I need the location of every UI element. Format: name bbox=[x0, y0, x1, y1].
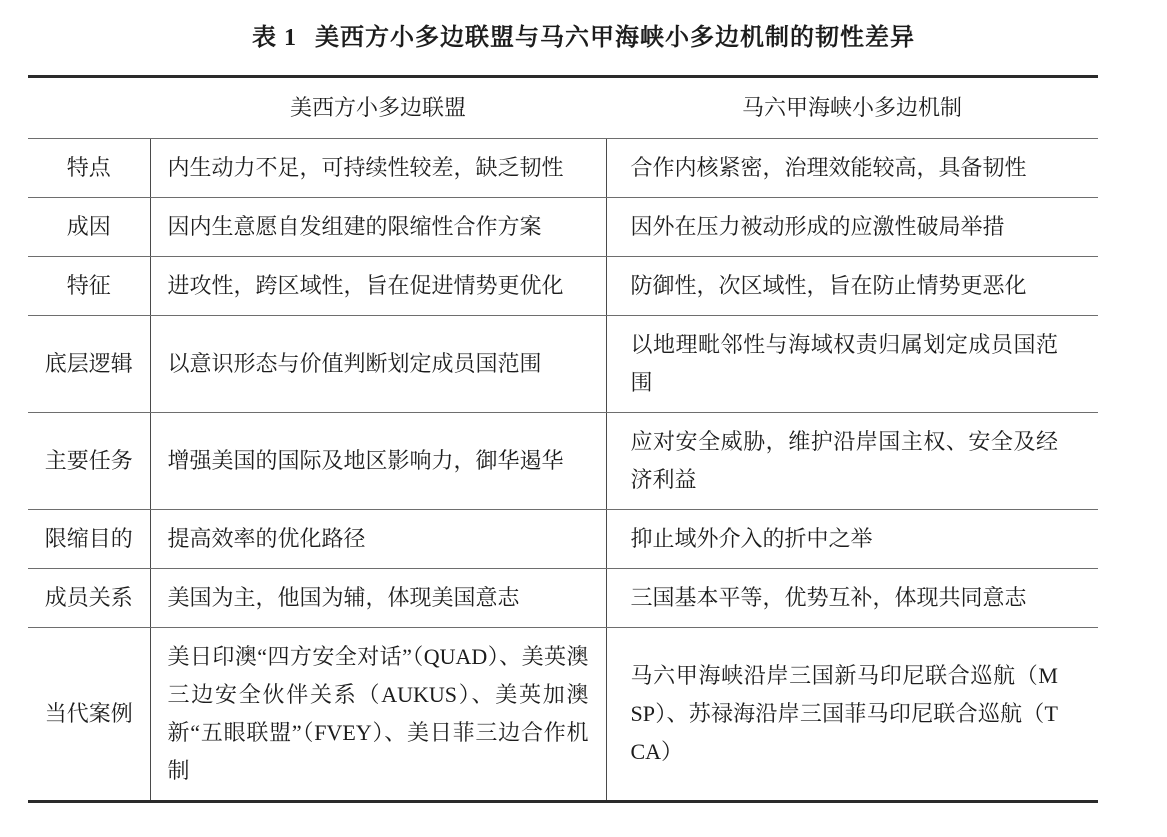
table-row bbox=[28, 316, 1098, 413]
comparison-table bbox=[28, 75, 1098, 803]
west-alliance-cell: 以意识形态与价值判断划定成员国范围 bbox=[150, 316, 606, 413]
header-row bbox=[28, 77, 1098, 139]
malacca-mechanism-cell: 应对安全威胁，维护沿岸国主权、安全及经济利益 bbox=[606, 413, 1098, 510]
table-row bbox=[28, 257, 1098, 316]
malacca-mechanism-cell: 三国基本平等，优势互补，体现共同意志 bbox=[606, 569, 1098, 628]
row-label: 特点 bbox=[28, 139, 150, 198]
malacca-mechanism-cell: 以地理毗邻性与海域权责归属划定成员国范围 bbox=[606, 316, 1098, 413]
malacca-mechanism-cell: 抑止域外介入的折中之举 bbox=[606, 510, 1098, 569]
row-label: 限缩目的 bbox=[28, 510, 150, 569]
west-alliance-cell: 提高效率的优化路径 bbox=[150, 510, 606, 569]
malacca-mechanism-cell: 因外在压力被动形成的应激性破局举措 bbox=[606, 198, 1098, 257]
table-row bbox=[28, 628, 1098, 802]
west-alliance-cell: 内生动力不足，可持续性较差，缺乏韧性 bbox=[150, 139, 606, 198]
row-label: 成员关系 bbox=[28, 569, 150, 628]
header-cell-west-alliance: 美西方小多边联盟 bbox=[150, 77, 606, 139]
table-row bbox=[28, 510, 1098, 569]
row-label: 当代案例 bbox=[44, 701, 133, 726]
row-label: 主要任务 bbox=[28, 413, 150, 510]
table-title-text: 美西方小多边联盟与马六甲海峡小多边机制的韧性差异 bbox=[315, 25, 915, 51]
malacca-mechanism-cell: 马六甲海峡沿岸三国新马印尼联合巡航（MSP）、苏禄海沿岸三国菲马印尼联合巡航（TCA） bbox=[606, 628, 1098, 802]
west-alliance-cell: 增强美国的国际及地区影响力，御华遏华 bbox=[150, 413, 606, 510]
table-row bbox=[28, 569, 1098, 628]
west-alliance-cell: 美国为主，他国为辅，体现美国意志 bbox=[150, 569, 606, 628]
malacca-mechanism-cell: 防御性，次区域性，旨在防止情势更恶化 bbox=[606, 257, 1098, 316]
table-row bbox=[28, 139, 1098, 198]
table-row bbox=[28, 198, 1098, 257]
west-alliance-cell: 因内生意愿自发组建的限缩性合作方案 bbox=[150, 198, 606, 257]
west-alliance-cell: 进攻性，跨区域性，旨在促进情势更优化 bbox=[150, 257, 606, 316]
row-label: 特征 bbox=[28, 257, 150, 316]
table-row bbox=[28, 413, 1098, 510]
row-label: 成因 bbox=[28, 198, 150, 257]
header-cell-malacca-mechanism: 马六甲海峡小多边机制 bbox=[606, 77, 1098, 139]
row-label: 底层逻辑 bbox=[28, 316, 150, 413]
malacca-mechanism-cell: 合作内核紧密，治理效能较高，具备韧性 bbox=[606, 139, 1098, 198]
header-cell-empty bbox=[28, 77, 150, 139]
west-alliance-cell: 美日印澳“四方安全对话”（QUAD）、美英澳三边安全伙伴关系（AUKUS）、美英加澳新“五眼联盟”（FVEY）、美日菲三边合作机制 bbox=[150, 628, 606, 802]
table-body bbox=[28, 139, 1098, 802]
table-number: 表 1 bbox=[252, 25, 297, 51]
table-title bbox=[49, 20, 1119, 56]
